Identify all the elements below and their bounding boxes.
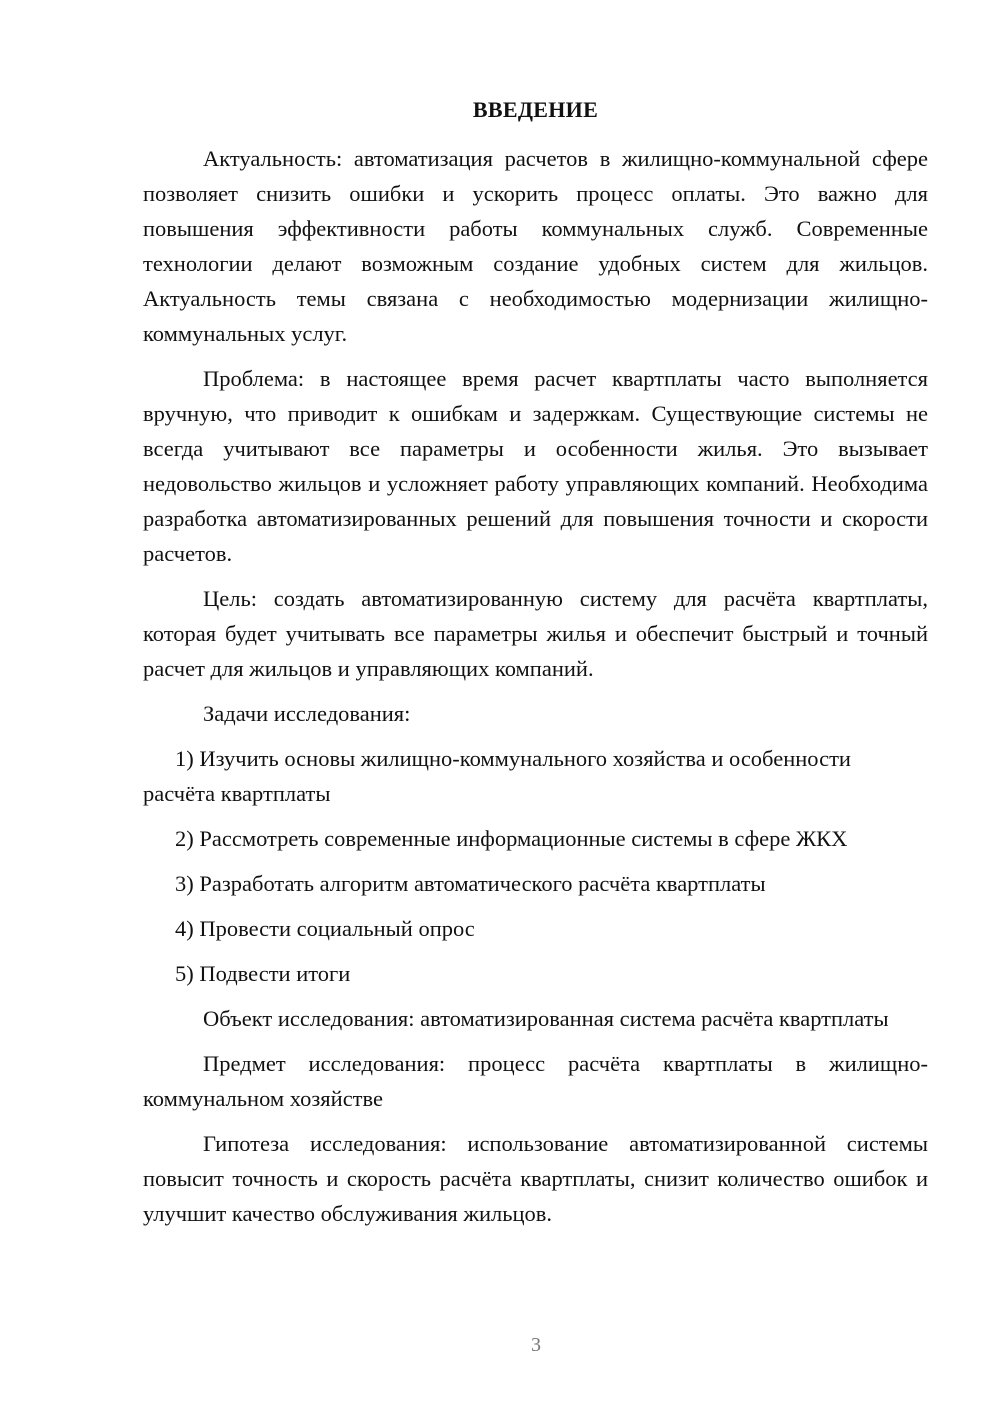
page-content [143,92,928,1241]
task-item-5: 5) Подвести итоги [175,961,351,986]
task-item-4: 4) Провести социальный опрос [175,916,475,941]
subject-paragraph: Предмет исследования: процесс расчёта квартплаты в жилищно-коммунальном хозяйстве [143,1051,928,1111]
goal-paragraph: Цель: создать автоматизированную систему для расчёта квартплаты, которая будет учитывать все параметры жилья и обеспечит быстрый и точный расчет для жильцов и управляющих компаний. [143,586,928,681]
task-item-1: 1) Изучить основы жилищно-коммунального хозяйства и особенности расчёта квартплаты [143,746,851,806]
object-paragraph: Объект исследования: автоматизированная система расчёта квартплаты [203,1006,889,1031]
section-heading: ВВЕДЕНИЕ [472,97,599,122]
problem-paragraph: Проблема: в настоящее время расчет квартплаты часто выполняется вручную, что приводит к ошибкам и задержкам. Существующие системы не всегда учитывают все параметры и особенности жилья. Это вызывает недовольство жильцов и усложняет работу управляющих компаний. Необходима разработка автоматизированных решений для повышения точности и скорости расчетов. [143,366,928,566]
tasks-list [143,741,928,991]
task-item-2: 2) Рассмотреть современные информационные системы в сфере ЖКХ [175,826,848,851]
tasks-title: Задачи исследования: [203,701,411,726]
hypothesis-paragraph: Гипотеза исследования: использование автоматизированной системы повысит точность и скорость расчёта квартплаты, снизит количество ошибок и улучшит качество обслуживания жильцов. [143,1131,928,1226]
task-item-3: 3) Разработать алгоритм автоматического расчёта квартплаты [175,871,766,896]
relevance-paragraph: Актуальность: автоматизация расчетов в жилищно-коммунальной сфере позволяет снизить ошибки и ускорить процесс оплаты. Это важно для повышения эффективности работы коммунальных служб. Современные технологии делают возможным создание удобных систем для жильцов. Актуальность темы связана с необходимостью модернизации жилищно-коммунальных услуг. [143,146,928,346]
page-number: 3 [531,1334,541,1356]
